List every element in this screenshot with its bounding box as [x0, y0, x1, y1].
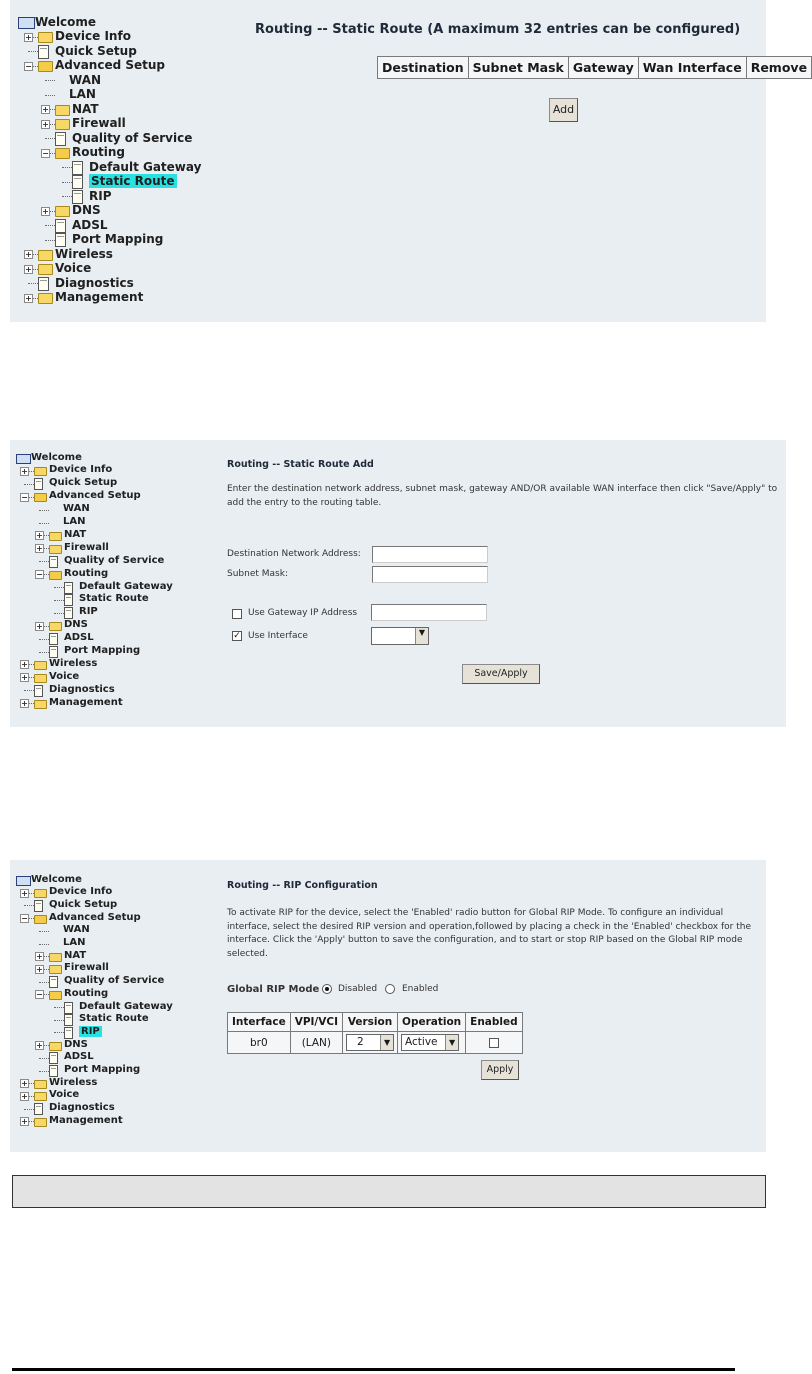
column-header-enabled: Enabled: [466, 1013, 523, 1032]
folder-icon: [49, 965, 62, 974]
tree-connector: [39, 944, 49, 945]
tree-item-label: DNS: [64, 619, 88, 631]
tree-item-label: Diagnostics: [49, 683, 115, 695]
expand-icon[interactable]: +: [21, 699, 28, 709]
expand-icon[interactable]: +: [21, 1079, 28, 1089]
add-button[interactable]: Add: [549, 98, 578, 122]
tree-item-label: NAT: [72, 101, 99, 116]
folder-icon: [34, 661, 47, 670]
tree-item-label: ADSL: [64, 632, 94, 644]
rip-enabled-radio[interactable]: [385, 984, 395, 994]
destination-address-label: Destination Network Address:: [227, 549, 361, 559]
use-gateway-label: Use Gateway IP Address: [248, 608, 358, 618]
folder-icon: [49, 1042, 62, 1051]
expand-icon[interactable]: +: [36, 1041, 43, 1051]
page-description: Enter the destination network address, subnet mask, gateway AND/OR available WAN interface then click "Save/Apply" to add the entry to the routing table.: [227, 484, 778, 508]
operation-select-value: Active: [405, 1036, 438, 1048]
tree-connector: [24, 484, 34, 485]
rip-enabled-label: Enabled: [402, 984, 439, 994]
expand-icon[interactable]: +: [42, 105, 49, 114]
tree-connector: [39, 1058, 49, 1059]
column-header-gateway: Gateway: [568, 57, 638, 79]
tree-connector: [24, 1109, 34, 1110]
tree-item-label: Routing: [64, 987, 109, 999]
column-header-version: Version: [343, 1013, 398, 1032]
folder-icon: [38, 264, 53, 275]
expand-icon[interactable]: +: [36, 544, 43, 554]
tree-connector: [45, 138, 55, 139]
folder-icon: [38, 293, 53, 304]
page-title: Routing -- Static Route Add: [227, 459, 374, 470]
column-header-operation: Operation: [398, 1013, 466, 1032]
expand-icon[interactable]: +: [36, 952, 43, 962]
tree-item-label: Default Gateway: [79, 1000, 173, 1012]
page-title: Routing -- RIP Configuration: [227, 880, 378, 891]
folder-icon: [49, 953, 62, 962]
tree-item-label: Advanced Setup: [55, 58, 166, 72]
folder-icon: [34, 467, 47, 476]
interface-cell: br0: [228, 1032, 291, 1054]
table-header-row: [228, 1013, 523, 1032]
folder-icon: [49, 545, 62, 554]
folder-icon: [55, 119, 70, 130]
tree-item-label: ADSL: [72, 217, 108, 232]
expand-icon[interactable]: +: [21, 888, 28, 898]
tree-item-label: Welcome: [35, 14, 97, 29]
tree-connector: [24, 690, 34, 691]
tree-item-label: WAN: [69, 72, 102, 87]
tree-connector: [62, 167, 72, 168]
document-icon: [55, 233, 66, 247]
collapse-icon[interactable]: −: [25, 61, 32, 71]
tree-item-label: Management: [55, 290, 144, 304]
column-header-vpi-vci: VPI/VCI: [290, 1013, 342, 1032]
use-gateway-checkbox[interactable]: [232, 609, 242, 619]
tree-item-label: Port Mapping: [64, 1064, 141, 1075]
computer-icon: [16, 454, 31, 464]
expand-icon[interactable]: +: [42, 119, 49, 129]
tree-connector: [39, 982, 49, 983]
rip-disabled-label: Disabled: [338, 984, 378, 994]
tree-connector: [45, 240, 55, 241]
document-icon: [49, 976, 58, 988]
tree-item-label: Quality of Service: [64, 975, 165, 987]
collapse-icon[interactable]: −: [42, 148, 49, 158]
tree-item-label: Voice: [55, 261, 92, 275]
global-rip-mode-label: Global RIP Mode: [227, 984, 320, 995]
tree-item-label: Routing: [72, 145, 126, 159]
tree-connector: [62, 182, 72, 183]
tree-item-label: Quick Setup: [49, 477, 118, 489]
tree-item-label: Wireless: [49, 1076, 98, 1088]
tree-item-label: RIP: [79, 606, 98, 618]
expand-icon[interactable]: +: [25, 250, 32, 259]
expand-icon[interactable]: +: [21, 660, 28, 670]
document-icon: [72, 190, 83, 204]
document-icon: [34, 1103, 43, 1115]
tree-connector: [45, 95, 55, 96]
document-icon: [34, 478, 43, 490]
folder-icon: [34, 700, 47, 709]
document-icon: [49, 1052, 58, 1064]
folder-open-icon: [34, 493, 47, 502]
tree-item-label: WAN: [63, 503, 90, 515]
tree-connector: [54, 613, 64, 614]
subnet-mask-input[interactable]: [372, 566, 488, 583]
tree-item-label: LAN: [69, 87, 96, 101]
gateway-ip-input[interactable]: [371, 604, 487, 621]
document-icon: [34, 685, 43, 697]
tree-connector: [39, 561, 49, 562]
page-title: Routing -- Static Route (A maximum 32 entries can be configured): [255, 22, 741, 37]
folder-icon: [34, 1092, 47, 1101]
expand-icon[interactable]: +: [25, 32, 32, 42]
expand-icon[interactable]: +: [25, 264, 32, 274]
rip-configuration-panel: [10, 860, 766, 1152]
folder-icon: [55, 206, 70, 217]
folder-icon: [34, 1118, 47, 1127]
folder-icon: [38, 32, 53, 43]
tree-connector: [54, 1032, 64, 1033]
static-route-table: [377, 56, 812, 79]
vpi-vci-cell: (LAN): [290, 1032, 342, 1054]
interface-select[interactable]: [371, 627, 429, 645]
tree-item-label: Management: [49, 696, 123, 708]
tree-item-label: Static Route: [79, 1013, 149, 1025]
chevron-down-icon: ▼: [445, 1035, 458, 1050]
tree-item-label: Static Route: [79, 593, 149, 605]
column-header-interface: Interface: [228, 1013, 291, 1032]
destination-address-input[interactable]: [372, 546, 488, 563]
tree-item-label: LAN: [63, 937, 86, 948]
note-bar: [12, 1175, 766, 1208]
expand-icon[interactable]: +: [25, 293, 32, 303]
document-icon: [64, 582, 73, 594]
subnet-mask-label: Subnet Mask:: [227, 569, 288, 579]
tree-item-label: Welcome: [31, 451, 82, 463]
computer-icon: [16, 876, 31, 886]
folder-icon: [34, 889, 47, 898]
document-icon: [49, 1065, 58, 1077]
collapse-icon[interactable]: −: [36, 570, 43, 580]
chevron-down-icon: ▼: [380, 1035, 393, 1050]
table-row: [228, 1032, 523, 1054]
apply-button[interactable]: Apply: [481, 1060, 519, 1080]
folder-open-icon: [38, 61, 53, 72]
tree-item-label: Firewall: [72, 116, 126, 130]
tree-item-label: Advanced Setup: [49, 911, 141, 923]
tree-item-label: Default Gateway: [79, 580, 173, 592]
folder-icon: [38, 250, 53, 261]
tree-item-label: Voice: [49, 1089, 80, 1101]
tree-connector: [45, 225, 55, 226]
static-route-panel: [10, 0, 808, 322]
tree-item-label: Device Info: [55, 29, 131, 43]
folder-open-icon: [49, 991, 62, 1000]
tree-item-label: Device Info: [49, 464, 113, 476]
folder-icon: [34, 674, 47, 683]
operation-cell: [398, 1032, 466, 1054]
tree-item-label: Welcome: [31, 873, 82, 885]
tree-item-label: DNS: [64, 1038, 88, 1050]
collapse-icon[interactable]: −: [21, 914, 28, 924]
document-icon: [49, 633, 58, 645]
tree-connector: [39, 1071, 49, 1072]
document-icon: [34, 900, 43, 912]
document-icon: [55, 132, 66, 146]
expand-icon[interactable]: +: [21, 466, 28, 476]
tree-connector: [62, 196, 72, 197]
tree-connector: [54, 587, 64, 588]
tree-item-label: WAN: [63, 924, 90, 936]
operation-select[interactable]: [401, 1034, 459, 1051]
tree-item-label: Advanced Setup: [49, 490, 141, 502]
computer-icon: [18, 17, 35, 29]
folder-open-icon: [34, 915, 47, 924]
table-header-row: [378, 57, 812, 79]
expand-icon[interactable]: +: [42, 206, 49, 216]
tree-item-label: Wireless: [55, 246, 113, 261]
enabled-cell: [466, 1032, 523, 1054]
version-select-value: 2: [357, 1036, 364, 1048]
expand-icon[interactable]: +: [21, 1117, 28, 1127]
tree-item-label: Diagnostics: [55, 275, 134, 290]
document-icon: [38, 277, 49, 291]
tree-connector: [54, 600, 64, 601]
static-route-add-panel: [10, 440, 786, 727]
expand-icon[interactable]: +: [36, 531, 43, 541]
folder-open-icon: [55, 148, 70, 159]
tree-item-label: Wireless: [49, 657, 98, 669]
document-icon: [64, 594, 73, 606]
tree-item-label: Quick Setup: [55, 43, 137, 58]
tree-item-label: Management: [49, 1114, 123, 1126]
tree-item-label: Quick Setup: [49, 898, 118, 910]
tree-item-label: LAN: [63, 516, 86, 527]
document-icon: [64, 1014, 73, 1026]
tree-connector: [39, 652, 49, 653]
document-icon: [55, 219, 66, 233]
tree-item-label-selected: Static Route: [91, 174, 175, 188]
document-icon: [72, 161, 83, 175]
tree-item-label: Port Mapping: [72, 232, 164, 246]
expand-icon[interactable]: +: [21, 673, 28, 683]
version-select[interactable]: [346, 1034, 394, 1051]
tree-item-label: NAT: [64, 949, 87, 961]
tree-item-label: Diagnostics: [49, 1102, 115, 1114]
column-header-remove: Remove: [746, 57, 811, 79]
tree-item-label: Quality of Service: [72, 130, 193, 145]
folder-open-icon: [49, 571, 62, 580]
folder-icon: [34, 1080, 47, 1089]
rip-interface-table: [227, 1012, 523, 1054]
folder-icon: [49, 532, 62, 541]
tree-item-label: Quality of Service: [64, 554, 165, 566]
tree-connector: [24, 905, 34, 906]
tree-connector: [39, 931, 49, 932]
tree-connector: [39, 639, 49, 640]
document-icon: [38, 45, 49, 59]
document-icon: [49, 556, 58, 568]
tree-item-label: RIP: [89, 188, 112, 203]
tree-connector: [54, 1007, 64, 1008]
expand-icon[interactable]: +: [36, 621, 43, 631]
tree-connector: [28, 283, 38, 284]
expand-icon[interactable]: +: [36, 964, 43, 974]
document-icon: [64, 1027, 73, 1039]
tree-connector: [39, 523, 49, 524]
tree-item-label: Firewall: [64, 962, 109, 974]
footer-divider: [12, 1368, 735, 1371]
tree-item-label: Default Gateway: [89, 159, 202, 174]
document-icon: [72, 175, 83, 189]
document-icon: [49, 646, 58, 658]
version-cell: [343, 1032, 398, 1054]
tree-item-label-selected: RIP: [81, 1025, 100, 1037]
column-header-wan-interface: Wan Interface: [638, 57, 746, 79]
tree-item-label: Device Info: [49, 886, 113, 898]
document-icon: [64, 607, 73, 619]
tree-item-label: Voice: [49, 670, 80, 682]
use-interface-checkbox[interactable]: ✓: [233, 631, 241, 641]
column-header-subnet-mask: Subnet Mask: [468, 57, 568, 79]
tree-item-label: Routing: [64, 567, 109, 579]
expand-icon[interactable]: +: [21, 1091, 28, 1101]
column-header-destination: Destination: [378, 57, 469, 79]
collapse-icon[interactable]: −: [36, 990, 43, 1000]
tree-item-label: Port Mapping: [64, 645, 141, 656]
rip-disabled-radio[interactable]: [322, 984, 332, 994]
tree-connector: [28, 51, 38, 52]
save-apply-button[interactable]: Save/Apply: [462, 664, 540, 684]
folder-icon: [49, 622, 62, 631]
page-description: To activate RIP for the device, select the 'Enabled' radio button for Global RIP Mode. To configure an individual interface, select the desired RIP version and operation,followed by placing a check in the 'Enabled' checkbox for the interface. Click the 'Apply' button to save the configuration, and to start or stop RIP based on the Global RIP mode selected.: [227, 908, 751, 959]
tree-item-label: DNS: [72, 203, 101, 217]
tree-item-label: ADSL: [64, 1051, 94, 1063]
rip-enabled-checkbox[interactable]: [489, 1038, 499, 1048]
tree-connector: [54, 1020, 64, 1021]
tree-item-label: Firewall: [64, 541, 109, 553]
chevron-down-icon: ▼: [415, 628, 428, 644]
collapse-icon[interactable]: −: [21, 492, 28, 502]
use-interface-label: Use Interface: [248, 631, 308, 641]
tree-connector: [39, 510, 49, 511]
folder-icon: [55, 105, 70, 116]
tree-item-label: NAT: [64, 528, 87, 540]
tree-connector: [45, 80, 55, 81]
document-icon: [64, 1002, 73, 1014]
